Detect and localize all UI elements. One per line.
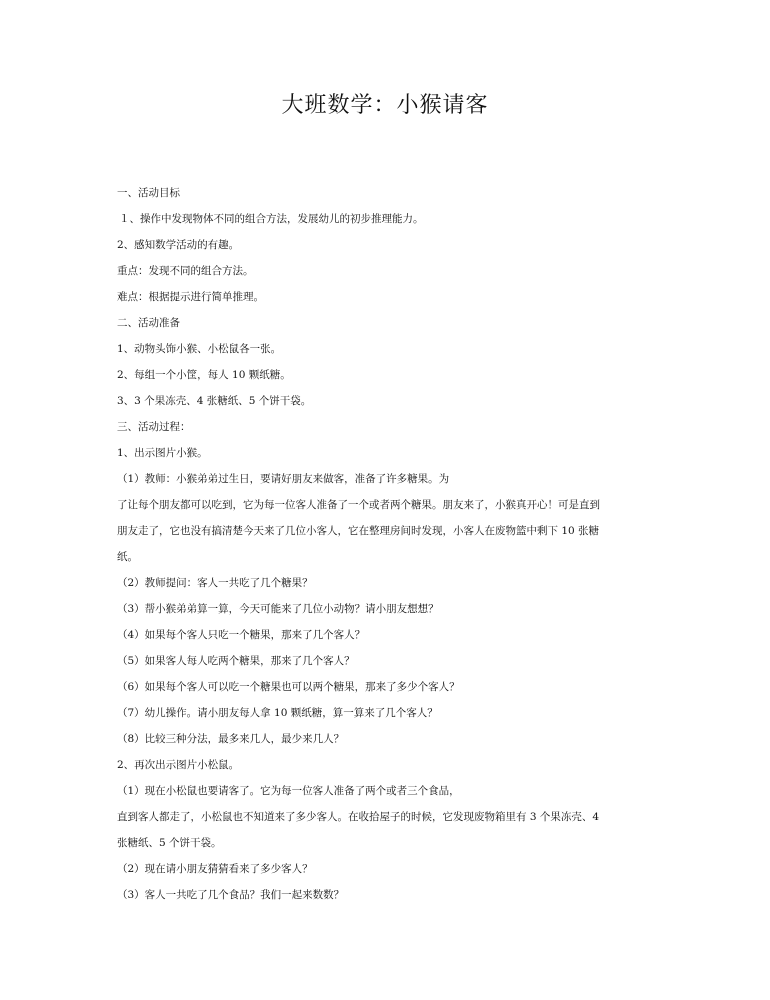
paragraph: （7）幼儿操作。请小朋友每人拿 10 颗纸糖，算一算来了几个客人？ <box>117 707 438 719</box>
paragraph: 难点：根据提示进行简单推理。 <box>117 291 264 303</box>
paragraph: （8）比较三种分法，最多来几人，最少来几人？ <box>117 733 345 745</box>
paragraph: 了让每个朋友都可以吃到，它为每一位客人准备了一个或者两个糖果。朋友来了，小猴真开心！可是直到 <box>117 499 600 511</box>
paragraph: 朋友走了，它也没有搞清楚今天来了几位小客人，它在整理房间时发现，小客人在废物篮中剩下 10 张糖 <box>117 525 600 537</box>
paragraph: （1）现在小松鼠也要请客了。它为每一位客人准备了两个或者三个食品， <box>117 785 460 797</box>
paragraph: 重点：发现不同的组合方法。 <box>117 265 254 277</box>
paragraph: 纸。 <box>117 551 138 563</box>
paragraph: （5）如果客人每人吃两个糖果，那来了几个客人？ <box>117 655 355 667</box>
paragraph: 直到客人都走了，小松鼠也不知道来了多少客人。在收拾屋子的时候，它发现废物箱里有 3 个果冻壳、4 <box>117 811 600 823</box>
section-heading-process: 三、活动过程： <box>117 421 191 433</box>
paragraph: （6）如果每个客人可以吃一个糖果也可以两个糖果，那来了多少个客人？ <box>117 681 460 693</box>
document-body <box>117 180 662 908</box>
paragraph: 1、出示图片小猴。 <box>117 447 208 459</box>
paragraph: 2、感知数学活动的有趣。 <box>117 239 240 251</box>
paragraph: （3）帮小猴弟弟算一算，今天可能来了几位小动物？请小朋友想想？ <box>117 603 439 615</box>
section-heading-goals: 一、活动目标 <box>117 187 180 199</box>
paragraph: 2、每组一个小筐，每人 10 颗纸糖。 <box>117 369 291 381</box>
paragraph: 2、再次出示图片小松鼠。 <box>117 759 240 771</box>
paragraph: （4）如果每个客人只吃一个糖果，那来了几个客人？ <box>117 629 366 641</box>
paragraph: 张糖纸、5 个饼干袋。 <box>117 837 222 849</box>
paragraph: 1、动物头饰小猴、小松鼠各一张。 <box>117 343 282 355</box>
document-title: 大班数学：小猴请客 <box>281 93 489 118</box>
paragraph: （3）客人一共吃了几个食品？我们一起来数数？ <box>117 889 345 901</box>
paragraph: １、操作中发现物体不同的组合方法，发展幼儿的初步推理能力。 <box>119 213 424 225</box>
paragraph: （2）教师提问：客人一共吃了几个糖果？ <box>117 577 313 589</box>
section-heading-preparation: 二、活动准备 <box>117 317 180 329</box>
paragraph: 3、3 个果冻壳、4 张糖纸、5 个饼干袋。 <box>117 395 312 407</box>
paragraph: （1）教师：小猴弟弟过生日，要请好朋友来做客，准备了许多糖果。为 <box>117 473 450 485</box>
paragraph: （2）现在请小朋友猜猜看来了多少客人？ <box>117 863 313 875</box>
